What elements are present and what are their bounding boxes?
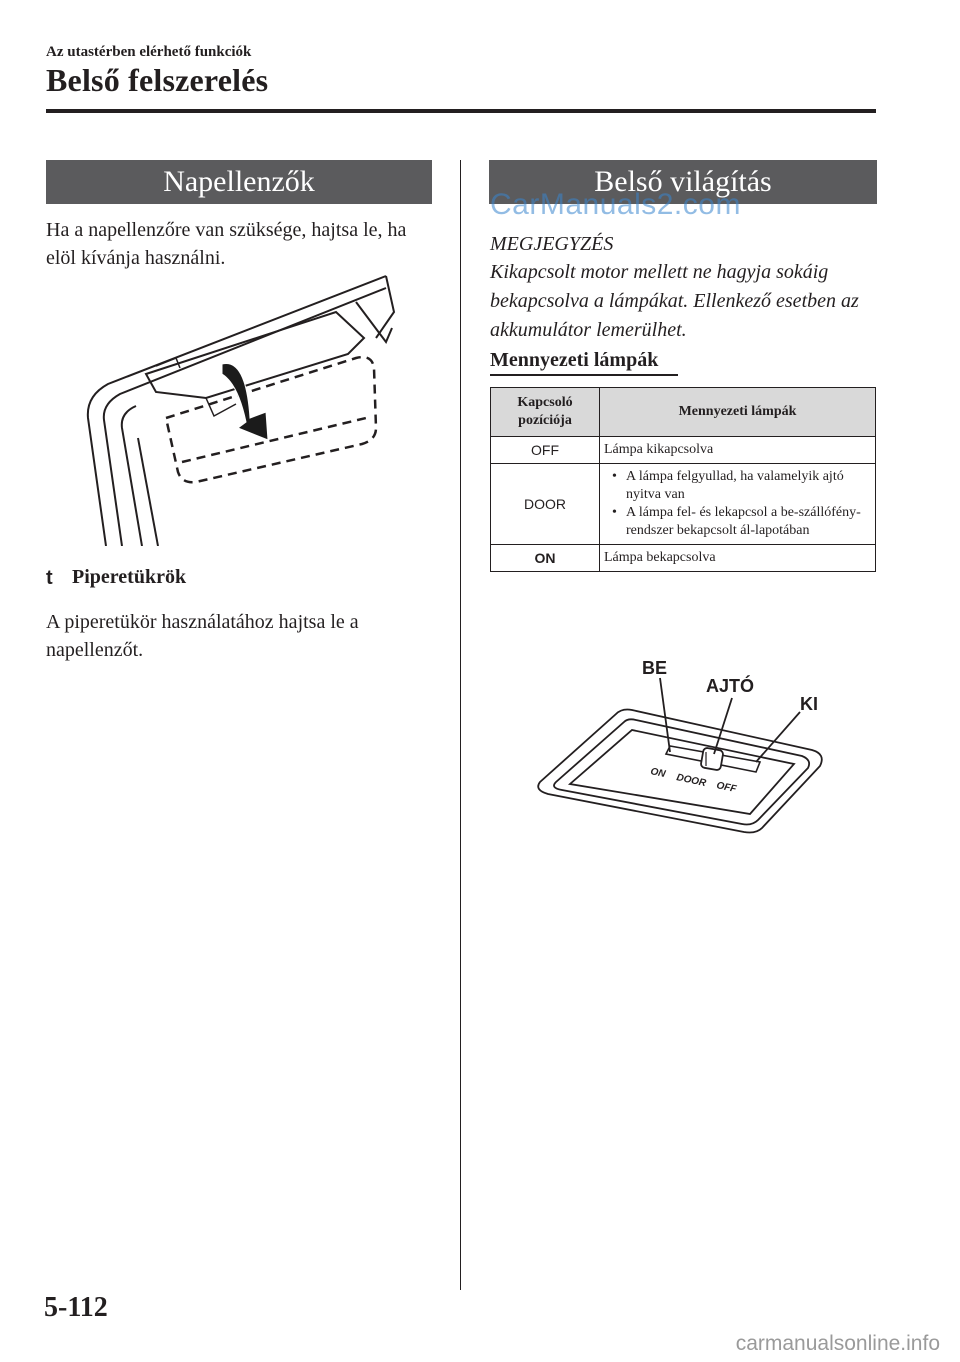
- page-title: Belső felszerelés: [46, 62, 269, 98]
- overhead-lights-heading: Mennyezeti lámpák: [490, 349, 678, 376]
- vanity-mirror-text: A piperetükör használatához hajtsa le a napellenzőt.: [46, 611, 359, 661]
- breadcrumb: Az utastérben elérhető funkciók: [46, 44, 252, 60]
- callout-ki: KI: [800, 694, 818, 714]
- page-number: 5-112: [44, 1292, 108, 1323]
- list-item: • A lámpa fel- és lekapcsol a be-szállófény-rendszer bekapcsolt ál-lapotában: [626, 504, 871, 540]
- switch-label-off: OFF: [715, 780, 738, 796]
- overhead-lights-table: [490, 387, 876, 572]
- switch-label-on: ON: [649, 766, 667, 781]
- note-text: Kikapcsolt motor mellett ne hagyja sokáig bekapcsolva a lámpákat. Ellenkező esetben az akkumulátor lemerülhet.: [490, 261, 859, 341]
- vanity-mirror-heading: Piperetükrök: [72, 566, 187, 588]
- footer-site: carmanualsonline.info: [735, 1332, 940, 1355]
- table-header: Kapcsoló pozíciója: [491, 388, 600, 437]
- switch-position-on: ON: [491, 545, 600, 572]
- list-item: • A lámpa felgyullad, ha valamelyik ajtó nyitva van: [626, 468, 871, 504]
- sun-visor-banner: Napellenzők: [46, 160, 432, 204]
- overhead-light-diagram: [530, 650, 850, 840]
- table-header-row: [491, 388, 876, 437]
- callout-be: BE: [642, 658, 668, 678]
- row-description: [600, 464, 876, 545]
- table-row: [491, 545, 876, 572]
- watermark: CarManuals2.com: [490, 188, 741, 221]
- row-description: Lámpa kikapcsolva: [600, 437, 876, 464]
- interior-lighting-banner: Belső világítás: [489, 160, 877, 204]
- column-divider: [460, 160, 461, 1290]
- note-title: MEGJEGYZÉS: [490, 233, 614, 255]
- sun-visor-illustration: [86, 268, 406, 546]
- switch-label-door: DOOR: [675, 772, 708, 790]
- table-header: Mennyezeti lámpák: [600, 388, 876, 437]
- callout-ajto: AJTÓ: [706, 676, 755, 696]
- row-description: Lámpa bekapcsolva: [600, 545, 876, 572]
- switch-position-off: OFF: [491, 437, 600, 464]
- sun-visor-intro: Ha a napellenzőre van szüksége, hajtsa le, ha elöl kívánja használni.: [46, 219, 407, 269]
- title-rule: [46, 109, 876, 113]
- switch-position-door: DOOR: [491, 464, 600, 545]
- table-row: [491, 464, 876, 545]
- bullet-glyph: t: [46, 567, 53, 589]
- table-row: [491, 437, 876, 464]
